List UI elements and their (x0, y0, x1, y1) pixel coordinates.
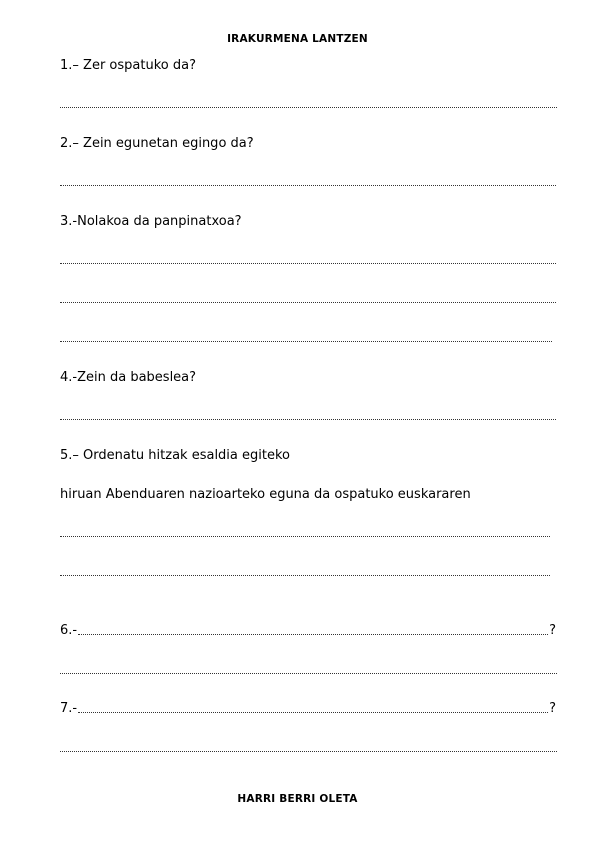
school-name: HARRI BERRI OLETA (237, 793, 358, 805)
answer-line-6[interactable] (60, 671, 557, 674)
question-6-number: 6.- (60, 623, 78, 638)
question-5: 5.– Ordenatu hitzak esaldia egiteko (60, 448, 290, 463)
question-1: 1.– Zer ospatuko da? (60, 58, 196, 73)
question-7-number: 7.- (60, 701, 78, 716)
answer-line-5a[interactable] (60, 534, 550, 537)
question-6-input-line[interactable] (78, 633, 548, 635)
answer-line-7[interactable] (60, 749, 557, 752)
answer-line-2[interactable] (60, 183, 556, 186)
answer-line-1[interactable] (60, 105, 557, 108)
answer-line-3b[interactable] (60, 300, 556, 303)
answer-line-5b[interactable] (60, 573, 550, 576)
answer-line-3a[interactable] (60, 261, 556, 264)
answer-line-3c[interactable] (60, 339, 552, 342)
question-7-mark: ? (549, 701, 556, 716)
answer-line-4[interactable] (60, 417, 556, 420)
question-3: 3.-Nolakoa da panpinatxoa? (60, 214, 242, 229)
question-6-mark: ? (549, 623, 556, 638)
worksheet-title: IRAKURMENA LANTZEN (227, 33, 368, 45)
question-2: 2.– Zein egunetan egingo da? (60, 136, 254, 151)
question-4: 4.-Zein da babeslea? (60, 370, 197, 385)
question-7-input-line[interactable] (78, 711, 548, 713)
question-7-row (60, 701, 556, 717)
question-6-row (60, 623, 556, 639)
scrambled-words: hiruan Abenduaren nazioarteko eguna da ospatuko euskararen (60, 487, 471, 502)
